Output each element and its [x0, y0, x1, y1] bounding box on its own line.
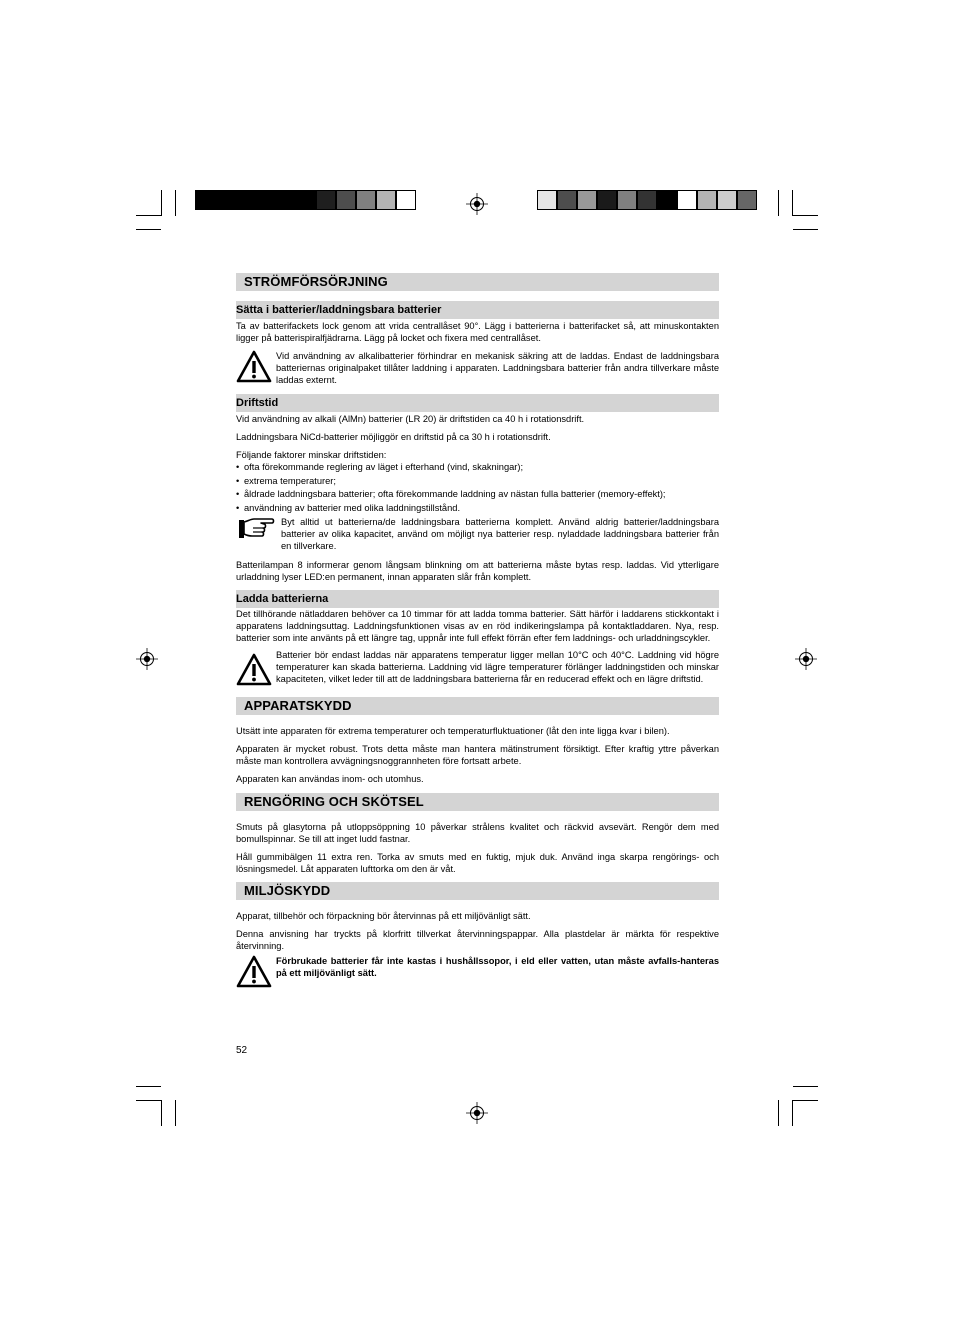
warning-block-temperature — [236, 649, 719, 691]
paragraph-runtime-alkaline: Vid användning av alkali (AlMn) batterier (LR 20) är driftstiden ca 40 h i rotationsdrift. — [236, 414, 585, 424]
registration-mark-icon — [136, 648, 158, 670]
list-item: • ofta förekommande reglering av läget i efterhand (vind, skakningar); — [236, 461, 719, 475]
paragraph-protect-robust: Apparaten är mycket robust. Trots detta måste man hantera mätinstrument försiktigt. Efter kraftig yttre påverkan måste man kontrollera avvägningsnoggrannheten före fortsatt arbete. — [236, 744, 719, 766]
paragraph-env-paper: Denna anvisning har tryckts på klorfritt tillverkat återvinningspappar. Alla plastdelar är märkta för respektive återvinning. — [236, 929, 719, 951]
warning-triangle-icon — [236, 955, 276, 993]
section-heading-power: STRÖMFÖRSÖRJNING — [236, 273, 719, 291]
section-heading-protection: APPARATSKYDD — [236, 697, 719, 715]
subheading-runtime: Driftstid — [236, 394, 719, 412]
subheading-charge: Ladda batterierna — [236, 590, 719, 608]
paragraph-env-recycle: Apparat, tillbehör och förpackning bör återvinnas på ett miljövänligt sätt. — [236, 911, 531, 921]
paragraph-clean-bellows: Håll gummibälgen 11 extra ren. Torka av smuts med en fuktig, mjuk duk. Använd inga skarpa rengörings- och lösningsmedel. Låt apparaten lufttorka om den är våt. — [236, 852, 719, 874]
warning-triangle-icon — [236, 350, 276, 388]
warning-block-disposal — [236, 955, 719, 993]
list-item: • extrema temperaturer; — [236, 475, 719, 489]
registration-mark-icon — [466, 1102, 488, 1124]
subheading-insert-batteries: Sätta i batterier/laddningsbara batterier — [236, 301, 719, 319]
list-item: • användning av batterier med olika laddningstillstånd. — [236, 502, 719, 516]
page-number: 52 — [236, 1045, 248, 1056]
paragraph-battery-lamp: Batterilampan 8 informerar genom långsam blinkning om att batterierna måste bytas resp. laddas. Vid ytterligare urladdning lyser LED:en permanent, innan apparaten slår från komplett. — [236, 560, 719, 582]
section-heading-cleaning: RENGÖRING OCH SKÖTSEL — [236, 793, 719, 811]
list-runtime-factors — [236, 461, 719, 515]
paragraph-protect-temperature: Utsätt inte apparaten för extrema temperaturer och temperaturfluktuationer (låt den inte ligga kvar i bilen). — [236, 726, 670, 736]
paragraph-insert-batteries: Ta av batterifackets lock genom att vrida centrallåset 90°. Lägg i batterierna i batterifacket så, att minuskontakten ligger på batterispiralfjädrarna. Lägg på locket och fixera med centrallåset. — [236, 321, 719, 343]
pointing-hand-icon — [236, 516, 281, 547]
paragraph-runtime-nicd: Laddningsbara NiCd-batterier möjliggör en driftstid på ca 30 h i rotationsdrift. — [236, 432, 551, 442]
paragraph-clean-glass: Smuts på glasytorna på utloppsöppning 10 påverkar strålens kvalitet och räckvid avsevärt. Rengör dem med bomullspinnar. Se till att inget ludd fastnar. — [236, 822, 719, 844]
paragraph-runtime-factors: Följande faktorer minskar driftstiden: — [236, 450, 387, 460]
note-text-replace-batteries: Byt alltid ut batterierna/de laddningsbara batterierna komplett. Använd aldrig batterier/laddningsbara batterier av olika kapacitet, använd om möjligt nya batterier resp. nyladdade laddningsbara batterier från en tillverkare. — [281, 517, 719, 551]
warning-triangle-icon — [236, 649, 276, 691]
warning-text-alkaline: Vid användning av alkalibatterier förhindrar en mekanisk säkring att de laddas. Endast de laddningsbara batteriernas originalpaket tillåter laddning i apparaten. Laddningsbara batterier från andra tillverkare måste laddas externt. — [276, 351, 719, 385]
paragraph-charge: Det tillhörande nätladdaren behöver ca 10 timmar för att ladda tomma batterier. Sätt härför i laddarens stickkontakt i apparatens laddningsuttag. Laddningsfunktionen visas av en röd indikeringslampa på kontaktladdaren. Nya, resp. batterier som inte använts på ett längre tag, uppnår inte full effekt förrän efter fem laddnings- och urladdningscykler. — [236, 609, 719, 643]
note-block-replace-batteries — [236, 516, 719, 552]
list-item: • åldrade laddningsbara batterier; ofta förekommande laddning av nästan fulla batterier (memory-effekt); — [236, 488, 719, 502]
section-heading-environment: MILJÖSKYDD — [236, 882, 719, 900]
registration-mark-icon — [466, 193, 488, 215]
paragraph-protect-usage: Apparaten kan användas inom- och utomhus. — [236, 774, 424, 784]
warning-block-alkaline — [236, 350, 719, 388]
page-content — [236, 273, 719, 993]
warning-text-disposal: Förbrukade batterier får inte kastas i hushållssopor, i eld eller vatten, utan måste avfalls-hanteras på ett miljövänligt sätt. — [276, 956, 719, 978]
registration-mark-icon — [795, 648, 817, 670]
warning-text-temperature: Batterier bör endast laddas när apparatens temperatur ligger mellan 10°C och 40°C. Laddning vid högre temperaturer kan skada batterierna. Laddning vid lägre temperaturer förlänger laddningstiden och minskar kapaciteten, vilket leder till att de laddningsbara batterierna får en reducerad effekt och en lägre driftstid. — [276, 650, 719, 684]
